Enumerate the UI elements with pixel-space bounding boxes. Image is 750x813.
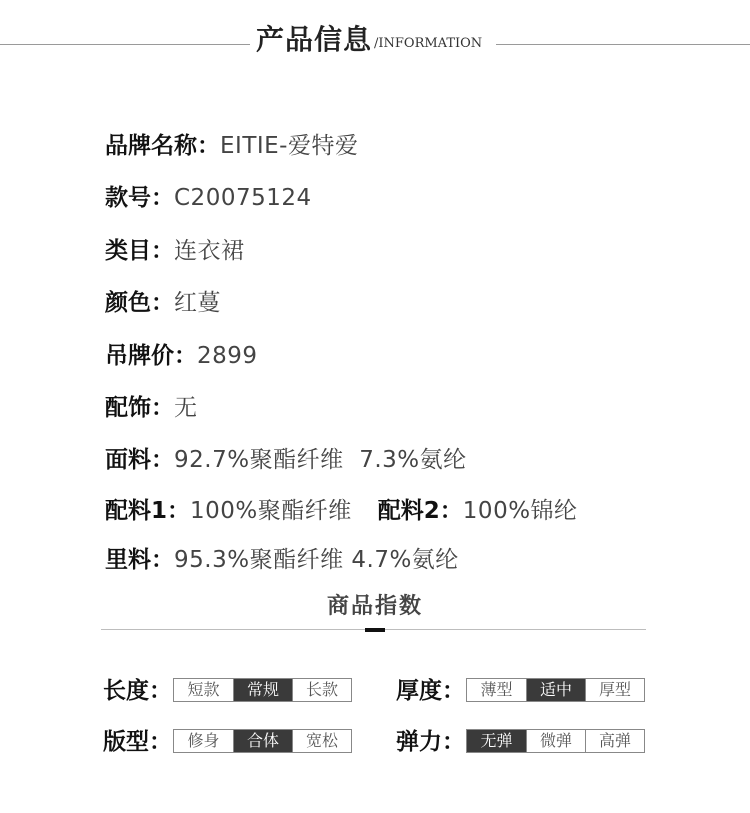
info-value: EITIE-爱特爱 xyxy=(220,133,359,159)
length-label: 长度： xyxy=(103,678,172,704)
section-title: 产品信息 xyxy=(256,23,373,56)
fit-label: 版型： xyxy=(103,729,172,755)
length-option: 短款 xyxy=(174,679,233,701)
header-divider-right xyxy=(496,44,750,45)
section-subtitle: /INFORMATION xyxy=(374,36,483,51)
info-value: 红蔓 xyxy=(174,290,221,316)
info-row-color xyxy=(105,288,221,318)
info-label: 款号： xyxy=(105,185,174,211)
elasticity-label: 弹力： xyxy=(396,729,465,755)
info-row-brand xyxy=(105,131,358,161)
thickness-option: 厚型 xyxy=(585,679,644,701)
thickness-option: 薄型 xyxy=(467,679,526,701)
fit-scale xyxy=(173,729,352,753)
thickness-label: 厚度： xyxy=(396,678,465,704)
info-label: 配料2： xyxy=(377,498,463,524)
fit-option: 宽松 xyxy=(292,730,351,752)
info-value: 92.7%聚酯纤维 7.3%氨纶 xyxy=(174,447,467,473)
thickness-scale xyxy=(466,678,645,702)
info-label: 颜色： xyxy=(105,290,174,316)
info-row-trims xyxy=(105,496,578,526)
info-label: 吊牌价： xyxy=(105,343,197,369)
info-label: 里料： xyxy=(105,547,174,573)
info-label: 类目： xyxy=(105,238,174,264)
info-value: 无 xyxy=(174,395,198,421)
index-divider-accent xyxy=(365,628,385,632)
info-row-accessory xyxy=(105,393,198,423)
info-label: 面料： xyxy=(105,447,174,473)
info-row-style-no xyxy=(105,183,312,213)
fit-option: 修身 xyxy=(174,730,233,752)
info-label: 配饰： xyxy=(105,395,174,421)
info-row-category xyxy=(105,236,245,266)
info-value: 95.3%聚酯纤维 4.7%氨纶 xyxy=(174,547,459,573)
info-value: C20075124 xyxy=(174,185,312,211)
info-value: 连衣裙 xyxy=(174,238,245,264)
info-value: 100%聚酯纤维 xyxy=(190,498,352,524)
info-row-lining xyxy=(105,545,459,575)
fit-option: 合体 xyxy=(233,730,292,752)
elasticity-scale xyxy=(466,729,645,753)
info-row-tag-price xyxy=(105,341,258,371)
thickness-option: 适中 xyxy=(526,679,585,701)
info-value: 2899 xyxy=(197,343,258,369)
elasticity-option: 高弹 xyxy=(585,730,644,752)
header-divider-left xyxy=(0,44,250,45)
elasticity-option: 无弹 xyxy=(467,730,526,752)
length-option: 常规 xyxy=(233,679,292,701)
elasticity-option: 微弹 xyxy=(526,730,585,752)
index-title: 商品指数 xyxy=(326,594,423,619)
length-option: 长款 xyxy=(292,679,351,701)
length-scale xyxy=(173,678,352,702)
info-value: 100%锦纶 xyxy=(462,498,578,524)
info-row-fabric xyxy=(105,445,467,475)
info-label: 配料1： xyxy=(105,498,191,524)
info-label: 品牌名称： xyxy=(105,133,220,159)
